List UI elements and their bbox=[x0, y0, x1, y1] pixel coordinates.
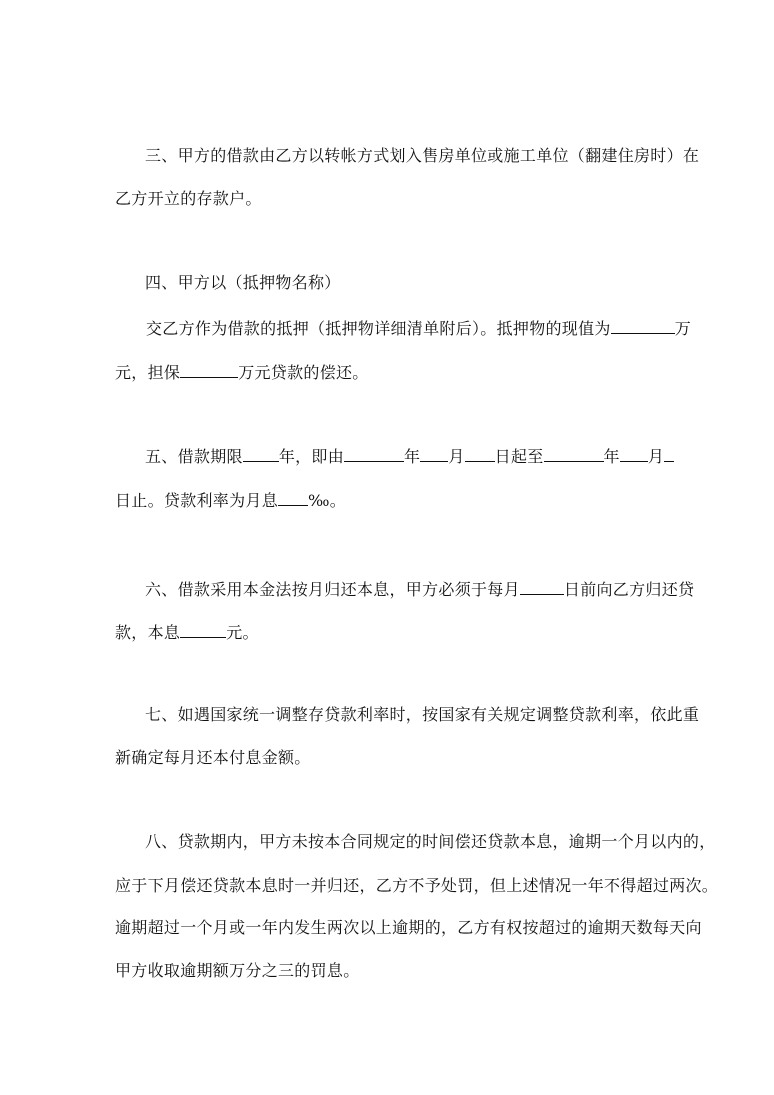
clause-8-text-3: 逾期超过一个月或一年内发生两次以上逾期的，乙方有权按超过的逾期天数每天向 bbox=[115, 918, 702, 937]
clause-4-text-2b: 万 bbox=[674, 319, 692, 338]
clause-8-text-2: 应于下月偿还贷款本息时一并归还，乙方不予处罚，但上述情况一年不得超过两次。 bbox=[115, 876, 719, 895]
clause-4-line-3 bbox=[115, 361, 369, 383]
clause-7-text-1: 七、如遇国家统一调整存贷款利率时，按国家有关规定调整贷款利率，依此重 bbox=[145, 705, 700, 724]
end-year-blank bbox=[544, 445, 604, 462]
clause-6-text-1b: 日前向乙方归还贷 bbox=[563, 580, 695, 599]
clause-4-text-2a: 交乙方作为借款的抵押（抵押物详细清单附后）。抵押物的现值为 bbox=[146, 319, 611, 338]
clause-5-text-1f: 年 bbox=[603, 447, 620, 466]
end-month-blank bbox=[620, 445, 648, 462]
clause-4-text-3a: 元，担保 bbox=[115, 363, 181, 382]
monthly-interest-blank bbox=[278, 489, 308, 506]
clause-6-text-1a: 六、借款采用本金法按月归还本息，甲方必须于每月 bbox=[145, 580, 520, 599]
clause-3-text-2: 乙方开立的存款户。 bbox=[115, 189, 262, 208]
clause-5-line-2 bbox=[115, 489, 346, 511]
clause-4-line-2 bbox=[146, 317, 691, 339]
start-month-blank bbox=[420, 445, 448, 462]
clause-5-text-1c: 年 bbox=[404, 447, 421, 466]
clause-6-line-1 bbox=[145, 578, 694, 600]
clause-3-line-2 bbox=[115, 189, 262, 209]
clause-5-text-1d: 月 bbox=[448, 447, 465, 466]
clause-4-text-1: 四、甲方以（抵押物名称） bbox=[145, 273, 341, 292]
clause-5-text-1b: 年，即由 bbox=[278, 447, 345, 466]
clause-6-text-2b: 元。 bbox=[226, 623, 259, 642]
clause-5-text-2a: 日止。贷款利率为月息 bbox=[115, 491, 279, 510]
clause-5-text-2b: ‰。 bbox=[308, 491, 347, 510]
end-day-blank bbox=[664, 445, 674, 462]
clause-8-text-1: 八、贷款期内，甲方未按本合同规定的时间偿还贷款本息，逾期一个月以内的， bbox=[145, 832, 716, 851]
clause-8-line-1 bbox=[145, 832, 716, 852]
repayment-day-blank bbox=[520, 578, 564, 595]
clause-5-text-1a: 五、借款期限 bbox=[145, 447, 243, 466]
clause-6-line-2 bbox=[115, 621, 259, 643]
clause-7-line-2 bbox=[115, 748, 311, 768]
guarantee-amount-blank bbox=[180, 361, 238, 378]
start-year-blank bbox=[344, 445, 404, 462]
clause-4-line-1 bbox=[145, 273, 341, 293]
clause-6-text-2a: 款，本息 bbox=[115, 623, 181, 642]
clause-8-line-4 bbox=[115, 961, 360, 981]
clause-5-text-1g: 月 bbox=[647, 447, 665, 466]
clause-3-line-1 bbox=[145, 146, 699, 166]
loan-term-years-blank bbox=[243, 445, 279, 462]
clause-7-text-2: 新确定每月还本付息金额。 bbox=[115, 748, 311, 767]
clause-5-line-1 bbox=[145, 445, 674, 467]
clause-7-line-1 bbox=[145, 705, 699, 725]
clause-8-line-3 bbox=[115, 918, 702, 938]
current-value-blank bbox=[611, 317, 675, 334]
clause-3-text-1: 三、甲方的借款由乙方以转帐方式划入售房单位或施工单位（翻建住房时）在 bbox=[145, 146, 700, 165]
installment-amount-blank bbox=[180, 621, 226, 638]
clause-8-line-2 bbox=[115, 876, 718, 896]
clause-4-text-3b: 万元贷款的偿还。 bbox=[238, 363, 369, 382]
clause-8-text-4: 甲方收取逾期额万分之三的罚息。 bbox=[115, 961, 360, 980]
clause-5-text-1e: 日起至 bbox=[494, 447, 544, 466]
start-day-blank bbox=[465, 445, 495, 462]
